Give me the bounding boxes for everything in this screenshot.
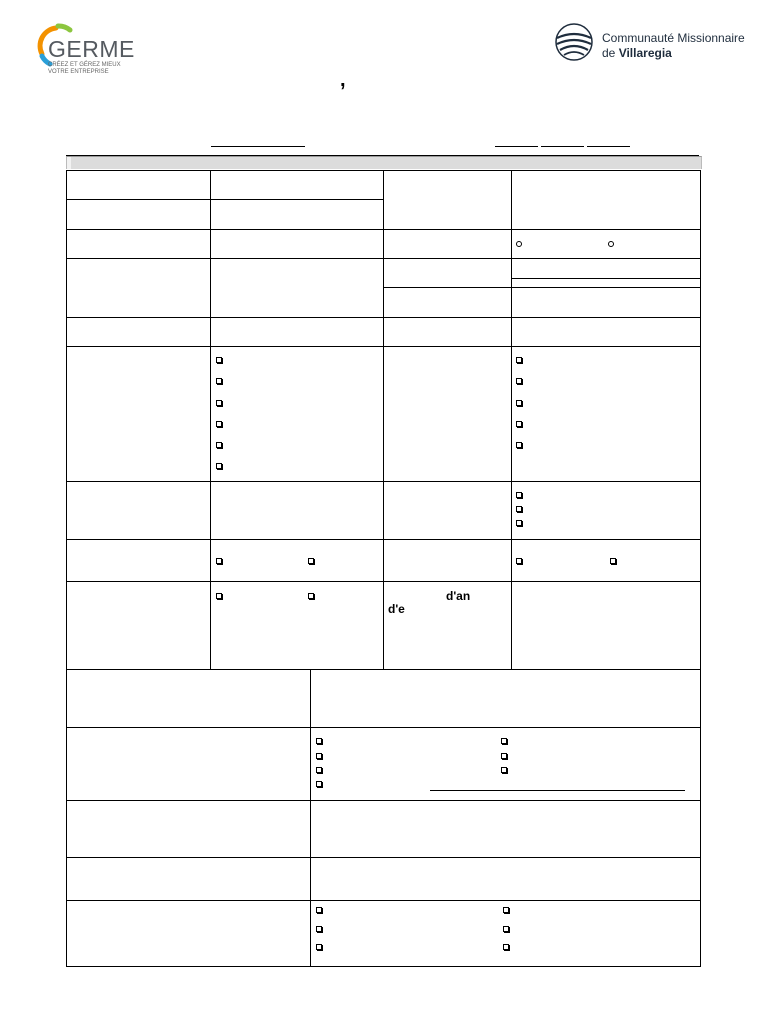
checkbox[interactable]: [316, 767, 322, 773]
checkbox[interactable]: [516, 492, 522, 498]
col-divider-lower: [310, 669, 311, 967]
other-specify-blank[interactable]: [430, 790, 685, 791]
checkbox[interactable]: [308, 558, 314, 564]
row-line: [66, 669, 701, 670]
study-label-fragment: d'e: [388, 602, 405, 616]
name-blank-line[interactable]: [211, 146, 305, 147]
checkbox[interactable]: [503, 944, 509, 950]
row-line: [66, 581, 701, 582]
row-line: [66, 258, 701, 259]
checkbox[interactable]: [316, 781, 322, 787]
radio-option-2[interactable]: [608, 241, 614, 247]
globe-icon: [554, 22, 594, 62]
section-header-band: [66, 156, 702, 169]
date-day-blank[interactable]: [495, 146, 538, 147]
col-divider-3: [511, 170, 512, 669]
row-line: [66, 199, 384, 200]
checkbox[interactable]: [216, 421, 222, 427]
col-divider-2: [383, 170, 384, 669]
col-divider-1: [210, 170, 211, 669]
row-line: [66, 346, 701, 347]
checkbox[interactable]: [516, 421, 522, 427]
stray-comma: ,: [340, 69, 346, 91]
checkbox[interactable]: [516, 357, 522, 363]
checkbox[interactable]: [316, 907, 322, 913]
checkbox[interactable]: [216, 593, 222, 599]
checkbox[interactable]: [516, 442, 522, 448]
checkbox[interactable]: [216, 378, 222, 384]
checkbox[interactable]: [501, 753, 507, 759]
villaregia-name: Villaregia: [618, 46, 672, 60]
checkbox[interactable]: [316, 944, 322, 950]
row-line: [66, 900, 701, 901]
checkbox[interactable]: [308, 593, 314, 599]
date-year-blank[interactable]: [587, 146, 630, 147]
row-line: [66, 229, 701, 230]
germe-tagline: [48, 62, 138, 75]
row-line: [66, 170, 701, 171]
villaregia-line1: Communauté Missionnaire: [602, 31, 745, 45]
table-border-right: [700, 170, 701, 967]
checkbox[interactable]: [216, 558, 222, 564]
row-line: [66, 800, 701, 801]
checkbox[interactable]: [503, 907, 509, 913]
row-line: [66, 727, 701, 728]
checkbox[interactable]: [316, 753, 322, 759]
checkbox[interactable]: [516, 378, 522, 384]
checkbox[interactable]: [516, 520, 522, 526]
checkbox[interactable]: [216, 357, 222, 363]
row-line: [383, 287, 701, 288]
row-line: [66, 857, 701, 858]
checkbox[interactable]: [216, 400, 222, 406]
checkbox[interactable]: [610, 558, 616, 564]
radio-option-1[interactable]: [516, 241, 522, 247]
row-line: [511, 278, 701, 279]
germe-tagline-line2: VOTRE ENTREPRISE: [48, 68, 109, 75]
checkbox[interactable]: [501, 767, 507, 773]
date-month-blank[interactable]: [541, 146, 584, 147]
checkbox[interactable]: [316, 926, 322, 932]
checkbox[interactable]: [216, 463, 222, 469]
checkbox[interactable]: [316, 738, 322, 744]
row-line: [66, 481, 701, 482]
villaregia-prefix: de: [602, 46, 619, 60]
years-label-fragment: d'an: [446, 589, 471, 603]
checkbox[interactable]: [503, 926, 509, 932]
row-line: [66, 966, 701, 967]
germe-wordmark: GERME: [48, 36, 135, 62]
checkbox[interactable]: [216, 442, 222, 448]
germe-tagline-line1: CRÉEZ ET GÉREZ MIEUX: [48, 62, 121, 68]
checkbox[interactable]: [516, 400, 522, 406]
checkbox[interactable]: [516, 558, 522, 564]
table-border-left: [66, 170, 67, 967]
villaregia-line2: [602, 46, 672, 60]
row-line: [66, 317, 701, 318]
row-line: [66, 539, 701, 540]
checkbox[interactable]: [501, 738, 507, 744]
checkbox[interactable]: [516, 506, 522, 512]
